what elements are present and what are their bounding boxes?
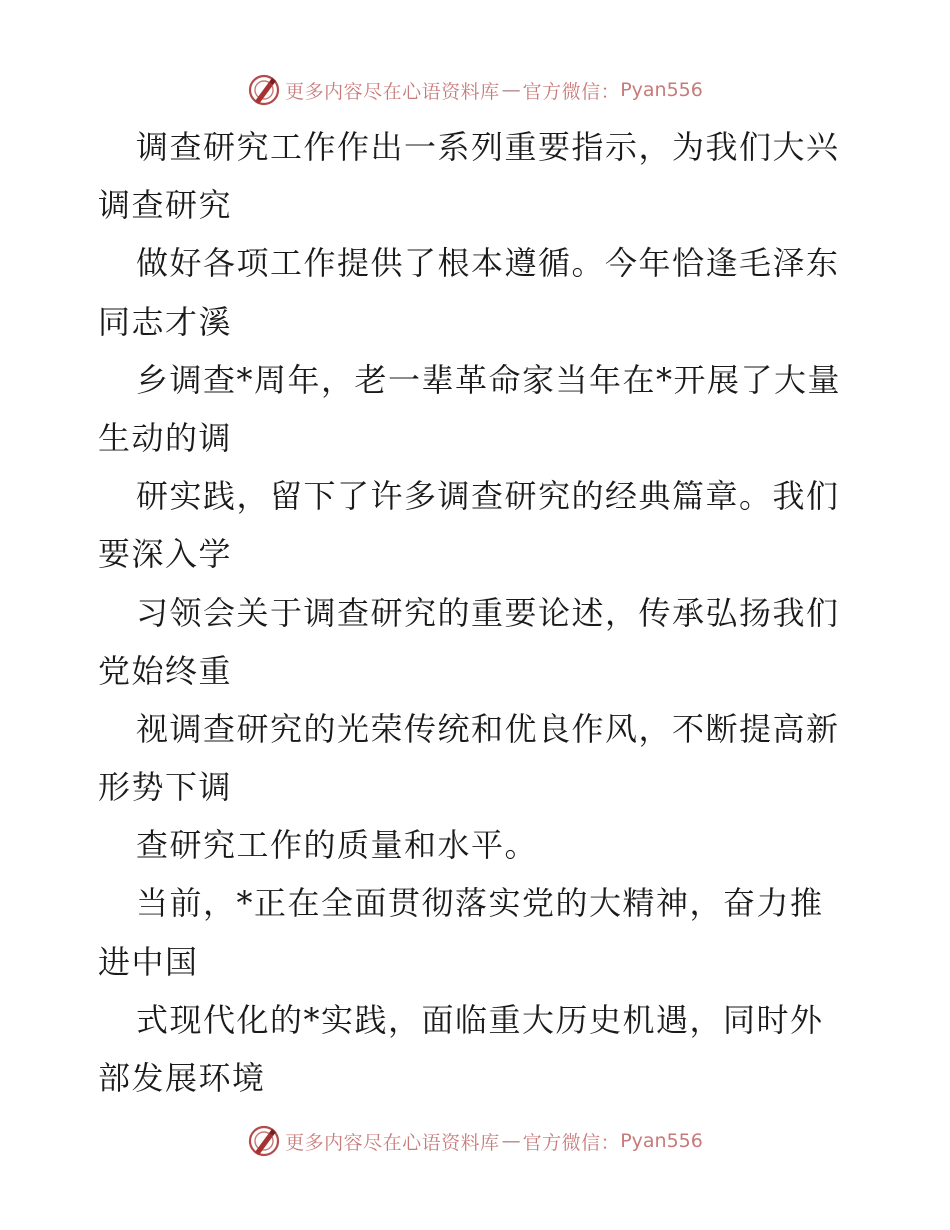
body-line: 视调查研究的光荣传统和优良作风，不断提高新 <box>136 709 840 748</box>
pen-in-circle-icon <box>247 73 281 107</box>
body-line: 研实践，留下了许多调查研究的经典篇章。我们 <box>136 477 840 516</box>
body-line: 习领会关于调查研究的重要论述，传承弘扬我们 <box>136 593 840 632</box>
body-line: 形势下调 <box>98 768 233 807</box>
watermark-wechat-label: 官方微信： <box>522 1131 621 1154</box>
body-line: 部发展环境 <box>98 1059 266 1097</box>
body-line: 党始终重 <box>98 651 233 690</box>
header-watermark <box>0 70 950 110</box>
watermark-wechat-id: Pyan556 <box>620 79 703 101</box>
watermark-wechat-id: Pyan556 <box>620 1130 703 1152</box>
body-line: 乡调查*周年，老一辈革命家当年在*开展了大量 <box>136 360 842 399</box>
body-line: 生动的调 <box>98 418 233 457</box>
watermark-wechat-label: 官方微信： <box>522 80 621 103</box>
body-line: 查研究工作的质量和水平。 <box>136 826 539 865</box>
body-line: 进中国 <box>98 942 199 981</box>
body-line: 同志才溪 <box>98 302 233 341</box>
body-line: 式现代化的*实践，面临重大历史机遇，同时外 <box>136 1000 824 1039</box>
watermark-text: 更多内容尽在心语资料库 <box>285 80 500 103</box>
footer-watermark <box>0 1121 950 1161</box>
document-body <box>98 118 858 1107</box>
pen-in-circle-icon <box>247 1124 281 1158</box>
body-line: 调查研究工作作出一系列重要指示，为我们大兴 <box>136 128 840 166</box>
body-line: 要深入学 <box>98 535 233 574</box>
watermark-text: 更多内容尽在心语资料库 <box>285 1131 500 1154</box>
watermark-separator: — <box>501 1130 521 1152</box>
body-line: 做好各项工作提供了根本遵循。今年恰逢毛泽东 <box>136 244 840 283</box>
body-line: 调查研究 <box>98 186 233 225</box>
body-line: 当前，*正在全面贯彻落实党的大精神，奋力推 <box>136 884 824 923</box>
watermark-separator: — <box>501 79 521 101</box>
